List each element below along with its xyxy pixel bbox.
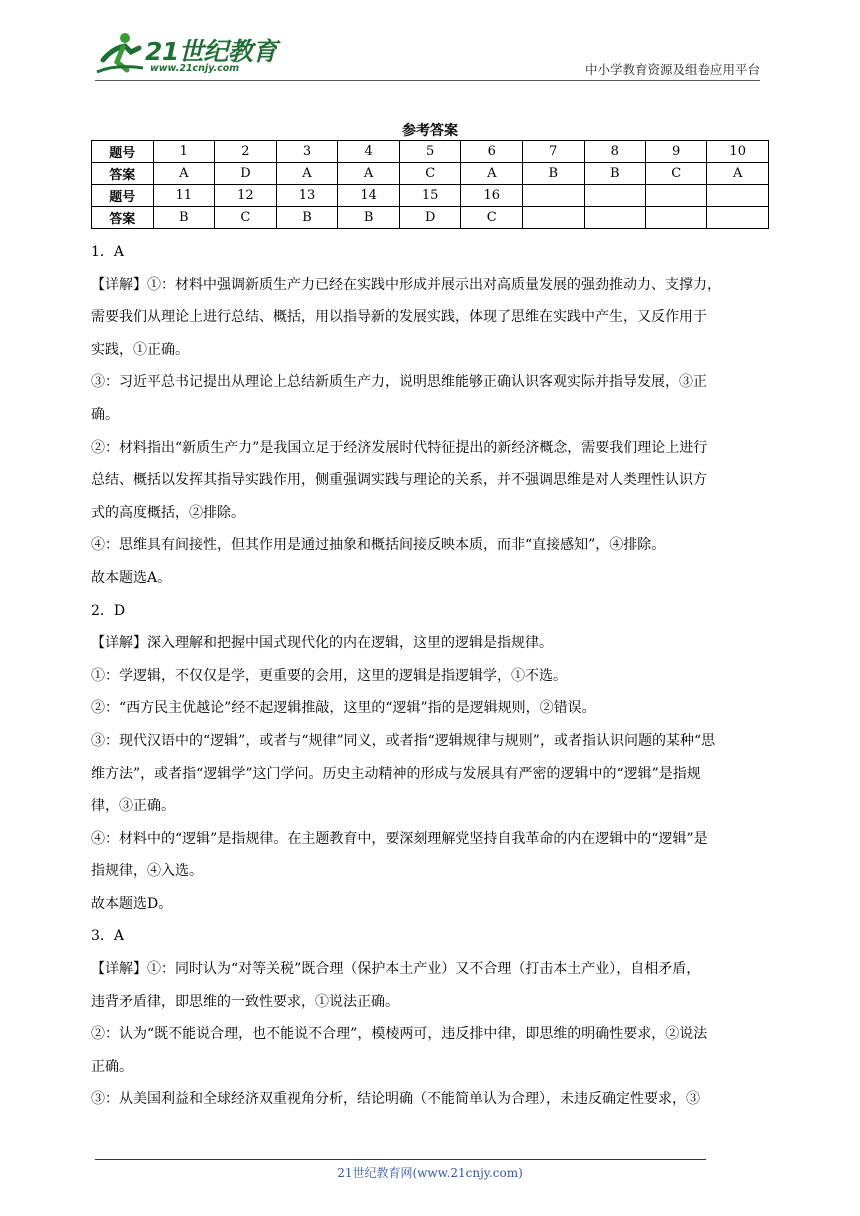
- table-cell: [584, 207, 645, 229]
- table-cell: [645, 185, 706, 207]
- explanations: [91, 236, 769, 1116]
- platform-name: 中小学教育资源及组卷应用平台: [584, 62, 760, 77]
- text-line: 2．D: [91, 602, 126, 619]
- table-cell: 6: [461, 141, 523, 163]
- table-cell: [523, 185, 584, 207]
- text-line: ②：“西方民主优越论”经不起逻辑推敲，这里的“逻辑”指的是逻辑规则，②错误。: [91, 700, 596, 717]
- text-line: 实践，①正确。: [91, 341, 189, 358]
- text-line: 律，③正确。: [91, 798, 175, 815]
- table-cell: 9: [645, 141, 706, 163]
- text-line: ③：习近平总书记提出从理论上总结新质生产力，说明思维能够正确认识客观实际并指导发展，③正: [91, 374, 707, 391]
- table-cell: C: [215, 207, 277, 229]
- answer-table: [91, 140, 769, 229]
- table-cell: C: [645, 163, 706, 185]
- table-cell: 13: [276, 185, 338, 207]
- table-cell: [645, 207, 706, 229]
- answers-title: 参考答案: [402, 123, 458, 139]
- text-line: 【详解】深入理解和把握中国式现代化的内在逻辑，这里的逻辑是指规律。: [91, 635, 553, 652]
- table-cell: C: [461, 207, 523, 229]
- table-cell: B: [523, 163, 584, 185]
- site-logo: [95, 30, 285, 76]
- runner-logo-icon: [95, 30, 147, 76]
- text-line: 总结、概括以发挥其指导实践作用，侧重强调实践与理论的关系，并不强调思维是对人类理性认识方: [91, 472, 707, 489]
- text-line: ①：学逻辑，不仅仅是学，更重要的会用，这里的逻辑是指逻辑学，①不选。: [91, 667, 567, 684]
- table-cell: A: [338, 163, 400, 185]
- text-line: ③：从美国利益和全球经济双重视角分析，结论明确（不能简单认为合理），未违反确定性要求，③: [91, 1091, 700, 1108]
- text-line: 需要我们从理论上进行总结、概括，用以指导新的发展实践，体现了思维在实践中产生，又反作用于: [91, 309, 707, 326]
- text-line: 【详解】①：材料中强调新质生产力已经在实践中形成并展示出对高质量发展的强劲推动力、支撑力，: [91, 276, 721, 293]
- table-cell: B: [584, 163, 645, 185]
- text-line: 式的高度概括，②排除。: [91, 504, 245, 521]
- text-line: 1．A: [91, 244, 125, 260]
- row-label: 答案: [92, 163, 154, 185]
- header-divider: [95, 80, 760, 81]
- text-line: ④：材料中的“逻辑”是指规律。在主题教育中，要深刻理解党坚持自我革命的内在逻辑中的“逻辑”是: [91, 830, 708, 847]
- page-header: [95, 26, 760, 82]
- table-cell: 1: [153, 141, 215, 163]
- row-label: 答案: [92, 207, 154, 229]
- table-cell: 8: [584, 141, 645, 163]
- table-cell: 3: [276, 141, 338, 163]
- table-row: [92, 185, 769, 207]
- text-line: 指规律，④入选。: [91, 863, 203, 880]
- logo-text: 21世纪教育: [145, 37, 277, 66]
- table-cell: A: [276, 163, 338, 185]
- table-cell: D: [399, 207, 461, 229]
- table-cell: B: [276, 207, 338, 229]
- text-line: 维方法”，或者指“逻辑学”这门学问。历史主动精神的形成与发展具有严密的逻辑中的“逻辑”是指规: [91, 765, 701, 782]
- table-cell: B: [338, 207, 400, 229]
- text-line: ④：思维具有间接性，但其作用是通过抽象和概括间接反映本质，而非“直接感知”，④排除。: [91, 537, 666, 554]
- table-cell: B: [153, 207, 215, 229]
- table-cell: A: [153, 163, 215, 185]
- logo-url: www.21cnjy.com: [150, 63, 240, 74]
- text-line: 3．A: [91, 928, 125, 945]
- row-label: 题号: [92, 141, 154, 163]
- text-line: ③：现代汉语中的“逻辑”，或者与“规律”同义，或者指“逻辑规律与规则”，或者指认识问题的某种“思: [91, 732, 716, 749]
- text-line: 正确。: [91, 1058, 133, 1075]
- table-cell: 15: [399, 185, 461, 207]
- text-line: 【详解】①：同时认为“对等关税”既合理（保护本土产业）又不合理（打击本土产业），自相矛盾，: [91, 961, 701, 978]
- table-cell: [523, 207, 584, 229]
- table-cell: A: [707, 163, 769, 185]
- table-cell: [584, 185, 645, 207]
- table-cell: C: [399, 163, 461, 185]
- table-cell: 11: [153, 185, 215, 207]
- text-line: 故本题选A。: [91, 569, 172, 586]
- text-line: 故本题选D。: [91, 895, 173, 912]
- table-cell: 5: [399, 141, 461, 163]
- table-cell: [707, 207, 769, 229]
- table-cell: 7: [523, 141, 584, 163]
- table-row: [92, 207, 769, 229]
- text-line: ②：材料指出“新质生产力”是我国立足于经济发展时代特征提出的新经济概念，需要我们理论上进行: [91, 439, 708, 456]
- table-cell: [707, 185, 769, 207]
- table-cell: 2: [215, 141, 277, 163]
- text-line: 违背矛盾律，即思维的一致性要求，①说法正确。: [91, 993, 399, 1010]
- table-cell: 4: [338, 141, 400, 163]
- text-line: ②：认为“既不能说合理，也不能说不合理”，模棱两可，违反排中律，即思维的明确性要求，②说法: [91, 1026, 708, 1043]
- table-cell: 10: [707, 141, 769, 163]
- footer-text[interactable]: 21世纪教育网(www.21cnjy.com): [337, 1166, 523, 1180]
- row-label: 题号: [92, 185, 154, 207]
- table-cell: 12: [215, 185, 277, 207]
- table-cell: 14: [338, 185, 400, 207]
- table-cell: D: [215, 163, 277, 185]
- footer-divider: [95, 1159, 706, 1160]
- table-cell: 16: [461, 185, 523, 207]
- table-row: [92, 141, 769, 163]
- table-row: [92, 163, 769, 185]
- table-cell: A: [461, 163, 523, 185]
- text-line: 确。: [91, 406, 119, 423]
